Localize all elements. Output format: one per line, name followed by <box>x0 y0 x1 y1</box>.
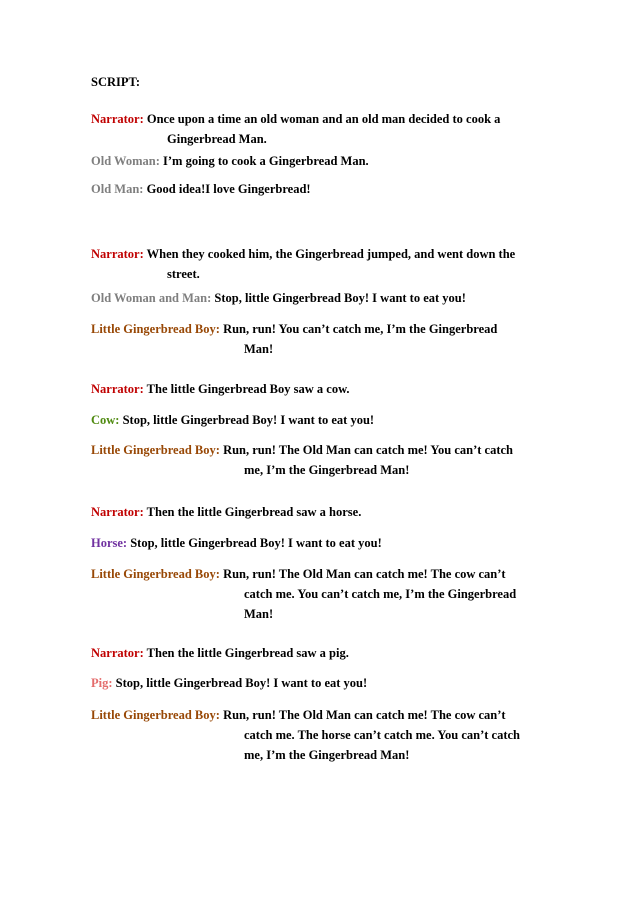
line-pig <box>91 673 541 693</box>
speaker-gingerbread-boy: Little Gingerbread Boy: <box>91 443 220 457</box>
dialogue-text: Then the little Gingerbread saw a horse. <box>146 505 362 519</box>
line-gingerbread-4 <box>91 705 541 765</box>
dialogue-text: Stop, little Gingerbread Boy! I want to eat you! <box>214 291 466 305</box>
line-old-woman <box>91 151 541 171</box>
line-old-man <box>91 179 541 199</box>
dialogue-text: The little Gingerbread Boy saw a cow. <box>146 382 350 396</box>
line-horse <box>91 533 541 553</box>
line-gingerbread-1 <box>91 319 541 359</box>
speaker-cow: Cow: <box>91 413 120 427</box>
line-narrator-2 <box>91 244 541 284</box>
speaker-narrator: Narrator: <box>91 646 144 660</box>
line-narrator-5 <box>91 643 541 663</box>
line-gingerbread-2 <box>91 440 541 480</box>
dialogue-continuation: me, I’m the Gingerbread Man! <box>244 463 410 477</box>
line-old-woman-and-man <box>91 288 541 308</box>
speaker-narrator: Narrator: <box>91 112 144 126</box>
line-narrator-1 <box>91 109 541 149</box>
speaker-narrator: Narrator: <box>91 382 144 396</box>
speaker-pig: Pig: <box>91 676 113 690</box>
dialogue-text: I’m going to cook a Gingerbread Man. <box>163 154 369 168</box>
dialogue-continuation: Gingerbread Man. <box>167 132 267 146</box>
speaker-old-woman-and-man: Old Woman and Man: <box>91 291 212 305</box>
dialogue-text: When they cooked him, the Gingerbread jumped, and went down the <box>146 247 516 261</box>
dialogue-text: Run, run! The Old Man can catch me! The cow can’t <box>223 708 506 722</box>
dialogue-text: Once upon a time an old woman and an old man decided to cook a <box>146 112 501 126</box>
dialogue-text: Then the little Gingerbread saw a pig. <box>146 646 349 660</box>
speaker-gingerbread-boy: Little Gingerbread Boy: <box>91 708 220 722</box>
dialogue-continuation: street. <box>167 267 200 281</box>
script-heading: SCRIPT: <box>91 75 141 89</box>
line-narrator-3 <box>91 379 541 399</box>
dialogue-continuation: me, I’m the Gingerbread Man! <box>244 748 410 762</box>
dialogue-text: Stop, little Gingerbread Boy! I want to eat you! <box>115 676 368 690</box>
dialogue-text: Good idea!I love Gingerbread! <box>146 182 311 196</box>
speaker-narrator: Narrator: <box>91 247 144 261</box>
dialogue-continuation: Man! <box>244 607 274 621</box>
speaker-old-woman: Old Woman: <box>91 154 160 168</box>
dialogue-continuation: catch me. The horse can’t catch me. You can’t catch <box>244 728 520 742</box>
speaker-old-man: Old Man: <box>91 182 144 196</box>
speaker-gingerbread-boy: Little Gingerbread Boy: <box>91 567 220 581</box>
dialogue-text: Run, run! The Old Man can catch me! The cow can’t <box>223 567 506 581</box>
line-narrator-4 <box>91 502 541 522</box>
dialogue-text: Run, run! You can’t catch me, I’m the Gingerbread <box>223 322 498 336</box>
dialogue-text: Run, run! The Old Man can catch me! You can’t catch <box>223 443 513 457</box>
dialogue-text: Stop, little Gingerbread Boy! I want to eat you! <box>130 536 382 550</box>
dialogue-continuation: catch me. You can’t catch me, I’m the Gingerbread <box>244 587 517 601</box>
speaker-horse: Horse: <box>91 536 128 550</box>
speaker-gingerbread-boy: Little Gingerbread Boy: <box>91 322 220 336</box>
speaker-narrator: Narrator: <box>91 505 144 519</box>
line-gingerbread-3 <box>91 564 541 624</box>
dialogue-text: Stop, little Gingerbread Boy! I want to eat you! <box>122 413 375 427</box>
dialogue-continuation: Man! <box>244 342 274 356</box>
line-cow <box>91 410 541 430</box>
